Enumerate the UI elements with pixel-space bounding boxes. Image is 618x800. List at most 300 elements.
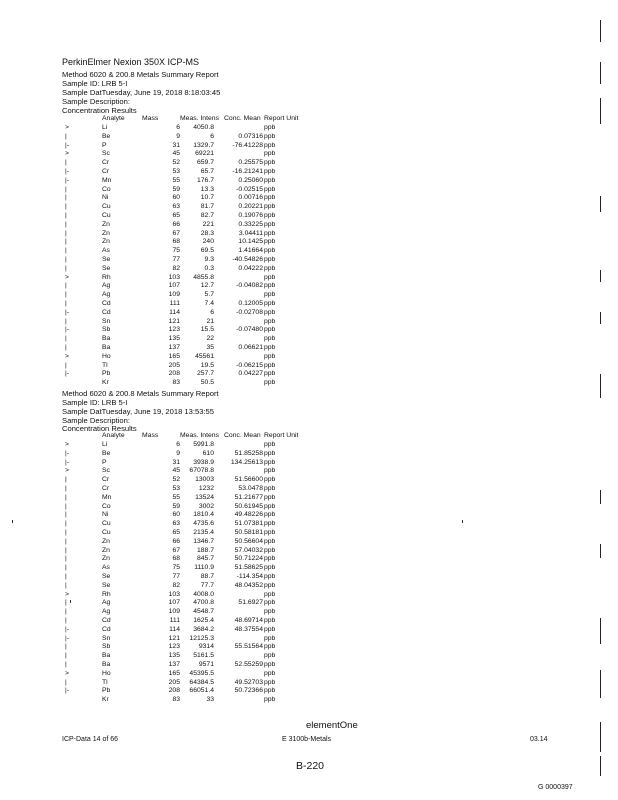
concentration-cell: 0.07316: [238, 132, 263, 140]
unit-cell: ppb: [264, 590, 276, 598]
unit-cell: ppb: [264, 696, 276, 704]
report1-sample-description: Sample Description:: [62, 97, 130, 106]
unit-cell: ppb: [264, 141, 276, 149]
row-marker: |: [65, 229, 67, 237]
analyte-cell: Sn: [102, 634, 111, 642]
unit-cell: ppb: [264, 573, 276, 580]
unit-cell: ppb: [264, 661, 276, 668]
analyte-cell: Cu: [102, 203, 111, 211]
row-marker: >: [65, 441, 69, 448]
analyte-cell: Ag: [102, 599, 111, 607]
mass-cell: 52: [172, 476, 180, 484]
mass-cell: 137: [168, 661, 180, 668]
intensity-cell: 257.7: [196, 370, 214, 378]
intensity-cell: 33: [206, 696, 214, 704]
concentration-cell: 49.52703: [234, 678, 263, 686]
report2-sample-id: Sample ID: LRB 5-I: [62, 398, 128, 407]
concentration-cell: 0.33225: [238, 220, 263, 228]
concentration-cell: 134.25613: [230, 458, 263, 466]
analyte-cell: Ho: [102, 352, 111, 360]
intensity-cell: 5.7: [204, 291, 214, 299]
intensity-cell: 240: [202, 238, 214, 246]
row-marker: |: [65, 132, 67, 140]
intensity-cell: 13003: [195, 476, 214, 484]
concentration-cell: 0.19076: [238, 212, 263, 219]
mass-cell: 114: [169, 308, 180, 316]
intensity-cell: 1232: [198, 485, 214, 492]
intensity-cell: 13524: [195, 493, 214, 501]
analyte-cell: Zn: [102, 220, 110, 228]
analyte-cell: Li: [102, 441, 108, 448]
unit-cell: ppb: [264, 168, 276, 175]
intensity-cell: 12125.3: [189, 634, 214, 642]
unit-cell: ppb: [264, 608, 276, 616]
mass-cell: 67: [172, 546, 180, 554]
intensity-cell: 3002: [198, 502, 214, 510]
concentration-cell: -0.07480: [236, 326, 263, 334]
scan-speck: [70, 600, 71, 603]
intensity-cell: 4050.8: [193, 124, 214, 131]
mass-cell: 9: [176, 132, 180, 140]
analyte-cell: Rh: [102, 590, 111, 598]
row-marker: |-: [65, 308, 70, 316]
unit-cell: ppb: [264, 643, 276, 651]
analyte-cell: Ba: [102, 344, 111, 351]
concentration-cell: 51.07381: [234, 520, 263, 528]
mass-cell: 165: [168, 352, 180, 360]
unit-cell: ppb: [264, 352, 276, 360]
concentration-cell: 52.55259: [234, 661, 263, 668]
row-marker: >: [65, 124, 69, 131]
concentration-cell: 50.58181: [234, 529, 263, 536]
mass-cell: 59: [172, 185, 180, 193]
unit-cell: ppb: [264, 308, 276, 316]
analyte-cell: Ba: [102, 661, 111, 668]
analyte-cell: Zn: [102, 546, 110, 554]
row-marker: |: [65, 555, 67, 563]
row-marker: |: [65, 520, 67, 528]
analyte-cell: Cd: [102, 308, 111, 316]
concentration-cell: -114.354: [236, 573, 263, 580]
unit-cell: ppb: [264, 229, 276, 237]
mass-cell: 103: [168, 273, 180, 281]
analyte-cell: Cr: [102, 476, 110, 484]
footer-right: 03.14: [530, 736, 548, 743]
analyte-cell: Cd: [102, 617, 111, 624]
intensity-cell: 659.7: [196, 159, 214, 167]
intensity-cell: 4008.0: [193, 590, 214, 598]
unit-cell: ppb: [264, 687, 276, 695]
report1-concentration-results: Concentration Results: [62, 106, 137, 115]
intensity-cell: 610: [202, 449, 214, 457]
row-marker: |-: [65, 141, 70, 149]
row-marker: >: [65, 467, 69, 475]
intensity-cell: 45395.5: [189, 669, 214, 677]
mass-cell: 111: [169, 617, 180, 624]
intensity-cell: 69221: [195, 150, 214, 158]
unit-cell: ppb: [264, 264, 276, 272]
intensity-cell: 6: [210, 308, 214, 316]
analyte-cell: P: [102, 141, 107, 149]
intensity-cell: 64384.5: [189, 678, 214, 686]
unit-cell: ppb: [264, 203, 276, 211]
unit-cell: ppb: [264, 220, 276, 228]
concentration-cell: 55.51564: [234, 643, 263, 651]
concentration-cell: -40.54826: [232, 256, 263, 263]
mass-cell: 59: [172, 502, 180, 510]
mass-cell: 75: [172, 247, 180, 255]
analyte-cell: Be: [102, 449, 111, 457]
report2-method: Method 6020 & 200.8 Metals Summary Report: [62, 389, 219, 398]
row-marker: |: [65, 203, 67, 211]
edge-mark: [600, 196, 609, 212]
row-marker: |: [65, 678, 67, 686]
intensity-cell: 4735.6: [193, 520, 214, 528]
analyte-cell: Ba: [102, 652, 111, 660]
instrument-title: PerkinElmer Nexion 350X ICP-MS: [62, 57, 200, 67]
row-marker: >: [65, 150, 69, 158]
intensity-cell: 81.7: [200, 203, 214, 211]
concentration-cell: 49.48226: [234, 511, 263, 519]
row-marker: |: [65, 599, 67, 607]
concentration-cell: 0.20221: [238, 203, 263, 211]
analyte-cell: Se: [102, 573, 111, 580]
row-marker: >: [65, 273, 69, 281]
intensity-cell: 1110.9: [194, 564, 214, 572]
edge-mark: [600, 544, 609, 558]
mass-cell: 9: [176, 449, 180, 457]
concentration-cell: 48.37554: [234, 625, 263, 633]
mass-cell: 103: [168, 590, 180, 598]
report1-col-unit: Report Unit: [264, 115, 299, 122]
row-marker: |: [65, 220, 67, 228]
analyte-cell: Kr: [102, 696, 109, 704]
report2-col-conc: Conc. Mean: [224, 432, 261, 439]
unit-cell: ppb: [264, 256, 276, 263]
analyte-cell: Cr: [102, 168, 110, 175]
intensity-cell: 9.3: [204, 256, 214, 263]
report2-col-intensity: Meas. Intens: [180, 432, 219, 439]
analyte-cell: Cu: [102, 529, 111, 536]
analyte-cell: Pb: [102, 370, 111, 378]
unit-cell: ppb: [264, 529, 276, 536]
unit-cell: ppb: [264, 300, 276, 307]
concentration-cell: 0.04222: [238, 264, 263, 272]
concentration-cell: 51.21677: [234, 493, 263, 501]
edge-mark: [600, 312, 609, 324]
unit-cell: ppb: [264, 449, 276, 457]
edge-mark: [600, 722, 609, 752]
row-marker: |: [65, 194, 67, 202]
row-marker: >: [65, 352, 69, 360]
analyte-cell: Sc: [102, 467, 110, 475]
analyte-cell: Rh: [102, 273, 111, 281]
mass-cell: 137: [168, 344, 180, 351]
unit-cell: ppb: [264, 282, 276, 290]
row-marker: |-: [65, 176, 70, 184]
mass-cell: 66: [172, 537, 180, 545]
intensity-cell: 4548.7: [193, 608, 214, 616]
row-marker: |: [65, 529, 67, 536]
analyte-cell: Zn: [102, 555, 110, 563]
concentration-cell: 0.25575: [238, 159, 263, 167]
row-marker: |: [65, 300, 67, 307]
report1-sample-id: Sample ID: LRB 5-I: [62, 79, 128, 88]
row-marker: |: [65, 643, 67, 651]
unit-cell: ppb: [264, 335, 276, 343]
mass-cell: 31: [172, 141, 180, 149]
mass-cell: 77: [172, 256, 180, 263]
concentration-cell: 51.6927: [238, 599, 263, 607]
concentration-cell: -0.04082: [236, 282, 263, 290]
mass-cell: 63: [172, 520, 180, 528]
row-marker: |: [65, 502, 67, 510]
analyte-cell: Li: [102, 124, 108, 131]
concentration-cell: -0.02708: [236, 308, 263, 316]
row-marker: |-: [65, 625, 70, 633]
row-marker: |: [65, 335, 67, 343]
row-marker: |: [65, 159, 67, 167]
mass-cell: 77: [172, 573, 180, 580]
row-marker: |-: [65, 634, 70, 642]
intensity-cell: 69.5: [200, 247, 214, 255]
mass-cell: 107: [168, 282, 180, 290]
intensity-cell: 4700.8: [193, 599, 214, 607]
analyte-cell: Cu: [102, 520, 111, 528]
concentration-cell: 50.72366: [234, 687, 263, 695]
footer-center: E 3100b-Metals: [282, 736, 332, 743]
mass-cell: 65: [172, 529, 180, 536]
unit-cell: ppb: [264, 581, 276, 589]
mass-cell: 165: [168, 669, 180, 677]
mass-cell: 111: [169, 300, 180, 307]
analyte-cell: As: [102, 564, 110, 572]
row-marker: |: [65, 185, 67, 193]
analyte-cell: Zn: [102, 537, 110, 545]
unit-cell: ppb: [264, 546, 276, 554]
intensity-cell: 19.5: [200, 361, 214, 369]
row-marker: |: [65, 617, 67, 624]
report2-col-mass: Mass: [142, 432, 159, 439]
report1-col-conc: Conc. Mean: [224, 115, 261, 122]
mass-cell: 205: [168, 361, 180, 369]
unit-cell: ppb: [264, 326, 276, 334]
mass-cell: 6: [176, 124, 180, 131]
edge-mark: [600, 670, 609, 698]
unit-cell: ppb: [264, 669, 276, 677]
concentration-cell: 1.41664: [238, 247, 263, 255]
unit-cell: ppb: [264, 317, 276, 325]
intensity-cell: 9571: [198, 661, 214, 668]
analyte-cell: Cd: [102, 300, 111, 307]
analyte-cell: P: [102, 458, 107, 466]
mass-cell: 68: [172, 555, 180, 563]
row-marker: |: [65, 212, 67, 219]
edge-mark: [600, 490, 609, 504]
row-marker: |: [65, 661, 67, 668]
analyte-cell: Mn: [102, 493, 112, 501]
unit-cell: ppb: [264, 520, 276, 528]
mass-cell: 121: [168, 317, 180, 325]
unit-cell: ppb: [264, 273, 276, 281]
analyte-cell: Kr: [102, 379, 109, 387]
unit-cell: ppb: [264, 634, 276, 642]
mass-cell: 31: [172, 458, 180, 466]
concentration-cell: 0.06621: [238, 344, 263, 351]
mass-cell: 68: [172, 238, 180, 246]
unit-cell: ppb: [264, 537, 276, 545]
row-marker: >: [65, 669, 69, 677]
mass-cell: 123: [168, 643, 180, 651]
page-code: B-220: [296, 760, 325, 772]
unit-cell: ppb: [264, 361, 276, 369]
mass-cell: 66: [172, 220, 180, 228]
unit-cell: ppb: [264, 291, 276, 299]
row-marker: |: [65, 317, 67, 325]
mass-cell: 53: [172, 485, 180, 492]
concentration-cell: 48.69714: [234, 617, 263, 624]
intensity-cell: 1329.7: [193, 141, 214, 149]
analyte-cell: Se: [102, 256, 111, 263]
mass-cell: 208: [168, 687, 180, 695]
row-marker: |: [65, 238, 67, 246]
mass-cell: 55: [172, 493, 180, 501]
intensity-cell: 188.7: [196, 546, 214, 554]
analyte-cell: Ag: [102, 608, 111, 616]
intensity-cell: 0.3: [204, 264, 214, 272]
intensity-cell: 1810.4: [193, 511, 214, 519]
unit-cell: ppb: [264, 625, 276, 633]
analyte-cell: Ag: [102, 282, 111, 290]
analyte-cell: Sb: [102, 326, 111, 334]
unit-cell: ppb: [264, 238, 276, 246]
footer-left: ICP-Data 14 of 66: [62, 736, 119, 743]
unit-cell: ppb: [264, 370, 276, 378]
row-marker: |: [65, 476, 67, 484]
report2-sample-description: Sample Description:: [62, 416, 130, 425]
analyte-cell: Co: [102, 502, 111, 510]
concentration-cell: 51.58625: [234, 564, 263, 572]
analyte-cell: Zn: [102, 238, 110, 246]
row-marker: |-: [65, 687, 70, 695]
row-marker: |: [65, 537, 67, 545]
concentration-cell: 0.00716: [238, 194, 263, 202]
bates-number: G 0000397: [538, 784, 573, 791]
mass-cell: 60: [172, 511, 180, 519]
row-marker: |: [65, 493, 67, 501]
intensity-cell: 88.7: [200, 573, 214, 580]
concentration-cell: 0.12005: [238, 300, 263, 307]
analyte-cell: Cr: [102, 485, 110, 492]
analyte-cell: Ag: [102, 291, 111, 299]
intensity-cell: 45561: [195, 352, 214, 360]
report1-sample-date: Sample DatTuesday, June 19, 2018 8:18:03:45: [62, 88, 221, 97]
row-marker: |-: [65, 458, 70, 466]
analyte-cell: Sn: [102, 317, 111, 325]
concentration-cell: 51.85258: [234, 449, 263, 457]
mass-cell: 45: [172, 150, 180, 158]
concentration-cell: 50.61945: [234, 502, 263, 510]
intensity-cell: 13.3: [200, 185, 214, 193]
mass-cell: 205: [168, 678, 180, 686]
intensity-cell: 67078.8: [189, 467, 214, 475]
intensity-cell: 10.7: [200, 194, 214, 202]
intensity-cell: 50.5: [200, 379, 214, 387]
unit-cell: ppb: [264, 467, 276, 475]
mass-cell: 45: [172, 467, 180, 475]
mass-cell: 114: [169, 625, 180, 633]
edge-mark: [600, 98, 609, 124]
row-marker: |: [65, 581, 67, 589]
row-marker: |: [65, 511, 67, 519]
concentration-cell: 10.1425: [238, 238, 263, 246]
analyte-cell: Sc: [102, 150, 110, 158]
intensity-cell: 66051.4: [189, 687, 214, 695]
analyte-cell: Ni: [102, 194, 109, 202]
analyte-cell: Se: [102, 581, 111, 589]
unit-cell: ppb: [264, 555, 276, 563]
row-marker: |: [65, 344, 67, 351]
report1-col-analyte: Analyte: [102, 115, 125, 122]
scan-speck: [12, 520, 13, 523]
report2-col-unit: Report Unit: [264, 432, 299, 439]
row-marker: |: [65, 564, 67, 572]
concentration-cell: -16.21241: [232, 168, 263, 175]
row-marker: |: [65, 546, 67, 554]
row-marker: |-: [65, 370, 70, 378]
row-marker: |: [65, 361, 67, 369]
analyte-cell: Se: [102, 264, 111, 272]
row-marker: |: [65, 282, 67, 290]
mass-cell: 63: [172, 203, 180, 211]
edge-mark: [600, 20, 609, 42]
unit-cell: ppb: [264, 441, 276, 448]
mass-cell: 135: [168, 652, 180, 660]
row-marker: |-: [65, 326, 70, 334]
report2-concentration-results: Concentration Results: [62, 424, 137, 433]
analyte-cell: Be: [102, 132, 111, 140]
mass-cell: 83: [172, 696, 180, 704]
unit-cell: ppb: [264, 652, 276, 660]
analyte-cell: Tl: [102, 678, 108, 686]
intensity-cell: 82.7: [200, 212, 214, 219]
concentration-cell: -76.41228: [232, 141, 263, 149]
row-marker: >: [65, 590, 69, 598]
concentration-cell: 57.04032: [234, 546, 263, 554]
unit-cell: ppb: [264, 194, 276, 202]
analyte-cell: Cd: [102, 625, 111, 633]
scan-speck: [462, 520, 463, 523]
analyte-cell: Zn: [102, 229, 110, 237]
analyte-cell: Ni: [102, 511, 109, 519]
row-marker: |: [65, 291, 67, 299]
mass-cell: 53: [172, 168, 180, 175]
concentration-cell: 51.56600: [234, 476, 263, 484]
unit-cell: ppb: [264, 344, 276, 351]
analyte-cell: Co: [102, 185, 111, 193]
concentration-cell: 0.04227: [238, 370, 263, 378]
mass-cell: 60: [172, 194, 180, 202]
edge-mark: [600, 756, 609, 776]
analyte-cell: Cu: [102, 212, 111, 219]
unit-cell: ppb: [264, 150, 276, 158]
analyte-cell: As: [102, 247, 110, 255]
intensity-cell: 845.7: [196, 555, 214, 563]
unit-cell: ppb: [264, 502, 276, 510]
mass-cell: 55: [172, 176, 180, 184]
row-marker: |-: [65, 168, 70, 175]
mass-cell: 109: [168, 608, 180, 616]
